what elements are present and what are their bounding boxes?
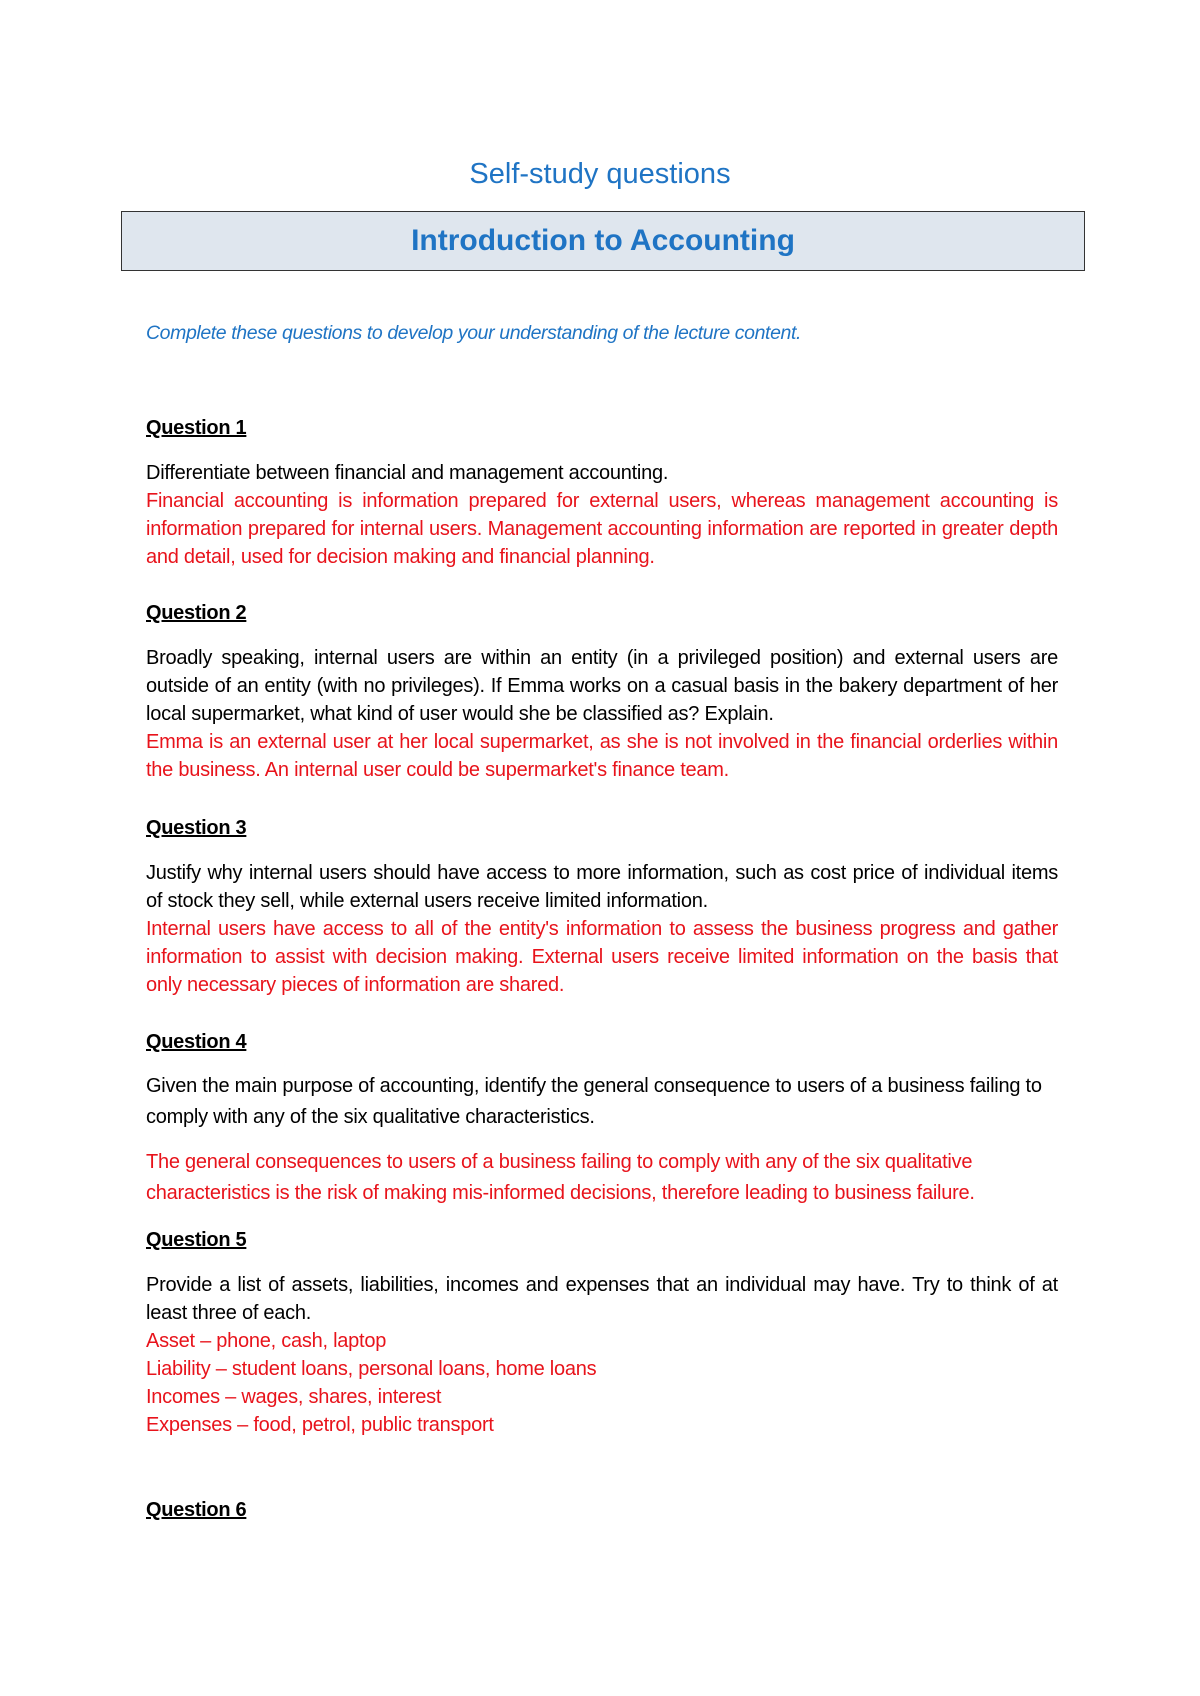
document-title: Self-study questions	[469, 158, 731, 190]
question-prompt: Differentiate between financial and management accounting.	[146, 462, 669, 484]
question-2-section	[146, 599, 1058, 784]
question-4-section	[146, 1028, 1058, 1209]
question-heading: Question 3	[146, 817, 247, 839]
answer-line-assets: Asset – phone, cash, laptop	[146, 1330, 387, 1352]
question-prompt: Justify why internal users should have access to more information, such as cost price of individual items of stock they sell, while external users receive limited information.	[146, 862, 1058, 912]
question-3-section	[146, 814, 1058, 999]
question-heading: Question 1	[146, 417, 247, 439]
question-1-section	[146, 414, 1058, 571]
answer-line-expenses: Expenses – food, petrol, public transport	[146, 1414, 494, 1436]
question-answer: Internal users have access to all of the entity's information to assess the business progress and gather information to assist with decision making. External users receive limited information on the basis that only necessary pieces of information are shared.	[146, 918, 1058, 996]
question-prompt: Given the main purpose of accounting, identify the general consequence to users of a business failing to comply with any of the six qualitative characteristics.	[146, 1075, 1042, 1128]
question-heading: Question 2	[146, 602, 247, 624]
question-prompt: Broadly speaking, internal users are within an entity (in a privileged position) and external users are outside of an entity (with no privileges). If Emma works on a casual basis in the bakery department of her local supermarket, what kind of user would she be classified as? Explain.	[146, 647, 1058, 725]
question-6-section	[146, 1496, 1058, 1524]
answer-line-incomes: Incomes – wages, shares, interest	[146, 1386, 442, 1408]
course-title-box	[121, 211, 1085, 271]
question-heading: Question 6	[146, 1499, 247, 1521]
answer-line-liabilities: Liability – student loans, personal loans, home loans	[146, 1358, 597, 1380]
course-title: Introduction to Accounting	[411, 224, 795, 257]
question-answer: Emma is an external user at her local supermarket, as she is not involved in the financial orderlies within the business. An internal user could be supermarket's finance team.	[146, 731, 1058, 781]
question-answer: The general consequences to users of a business failing to comply with any of the six qualitative characteristics is the risk of making mis-informed decisions, therefore leading to business failure.	[146, 1151, 975, 1204]
question-prompt: Provide a list of assets, liabilities, incomes and expenses that an individual may have. Try to think of at least three of each.	[146, 1274, 1058, 1324]
question-5-section	[146, 1226, 1058, 1439]
question-heading: Question 4	[146, 1031, 247, 1053]
intro-text: Complete these questions to develop your understanding of the lecture content.	[146, 322, 801, 344]
question-answer: Financial accounting is information prepared for external users, whereas management accounting is information prepared for internal users. Management accounting information are reported in greater depth and detail, used for decision making and financial planning.	[146, 490, 1058, 568]
question-heading: Question 5	[146, 1229, 247, 1251]
